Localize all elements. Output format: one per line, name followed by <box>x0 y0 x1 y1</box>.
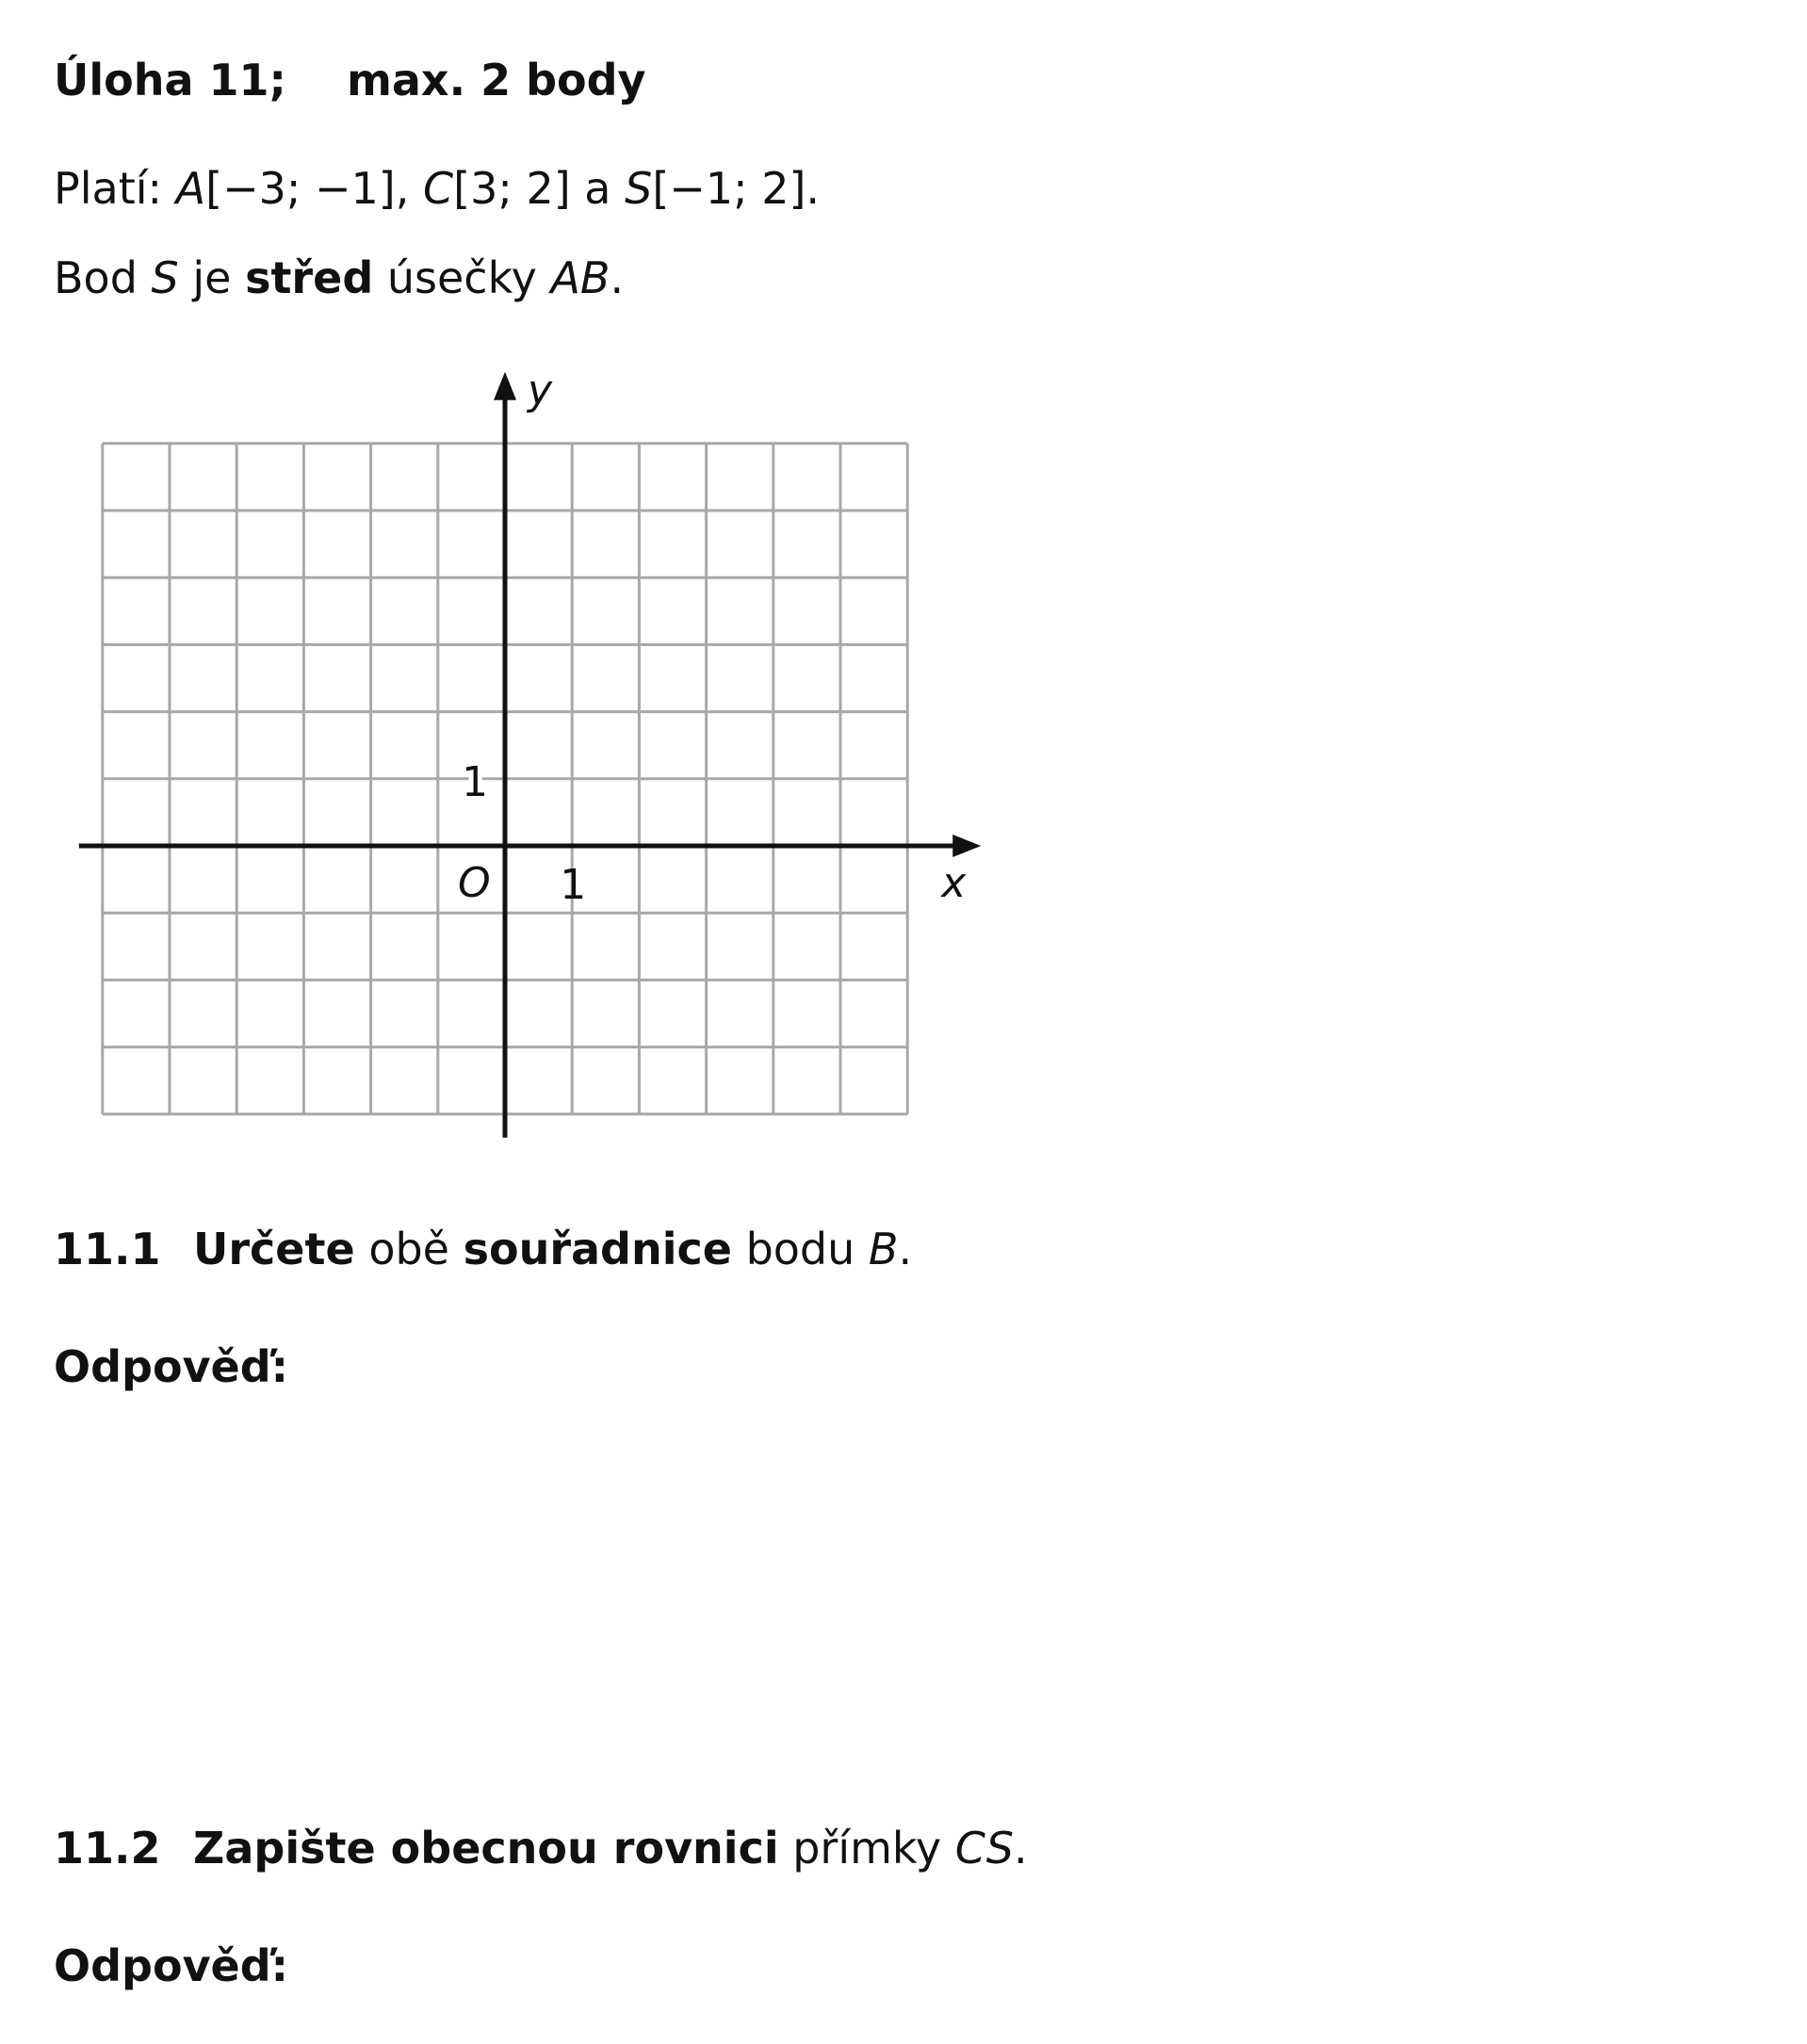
question-number: 11.2 <box>54 1823 161 1874</box>
x-axis-arrow <box>952 835 981 857</box>
answer-label-1: Odpověď: <box>54 1341 289 1392</box>
given-prefix: Platí: <box>54 163 176 214</box>
text: . <box>898 1224 913 1274</box>
text: bodu <box>731 1224 869 1274</box>
text: je <box>178 252 246 303</box>
segment-ab: AB <box>550 252 610 303</box>
keyword: Zapište obecnou rovnici <box>193 1823 779 1874</box>
text: . <box>610 252 625 303</box>
question-number: 11.1 <box>54 1224 161 1274</box>
separator: a <box>570 163 626 214</box>
axes <box>79 372 981 1138</box>
answer-label-2: Odpověď: <box>54 1940 289 1991</box>
keyword: Určete <box>193 1224 355 1274</box>
keyword: souřadnice <box>463 1224 732 1274</box>
line-cs: CS <box>954 1823 1014 1874</box>
text: přímky <box>778 1823 955 1874</box>
point-c-name: C <box>423 163 454 214</box>
y-axis-arrow <box>494 372 516 400</box>
origin-label: O <box>458 859 491 907</box>
y-axis-label: y <box>528 365 553 414</box>
point-a-name: A <box>175 163 206 214</box>
point-c-coords: [3; 2] <box>453 163 571 214</box>
question-11-2 <box>54 1823 1028 1874</box>
text: Bod <box>54 252 152 303</box>
text: . <box>1013 1823 1028 1874</box>
point-s-coords: [−1; 2]. <box>652 163 821 214</box>
point-s-name: S <box>625 163 653 214</box>
task-number: Úloha 11; <box>54 55 286 105</box>
point-b: B <box>868 1224 899 1274</box>
x-axis-label: x <box>941 859 967 907</box>
question-11-1 <box>54 1224 913 1274</box>
y-tick-label: 1 <box>462 757 488 806</box>
point-s: S <box>151 252 179 303</box>
point-a-coords: [−3; −1] <box>205 163 396 214</box>
separator: , <box>395 163 424 214</box>
text: obě <box>354 1224 464 1274</box>
keyword-stred: střed <box>245 252 374 303</box>
task-points: max. 2 body <box>346 55 646 105</box>
x-tick-label: 1 <box>560 861 587 909</box>
text: úsečky <box>373 252 551 303</box>
